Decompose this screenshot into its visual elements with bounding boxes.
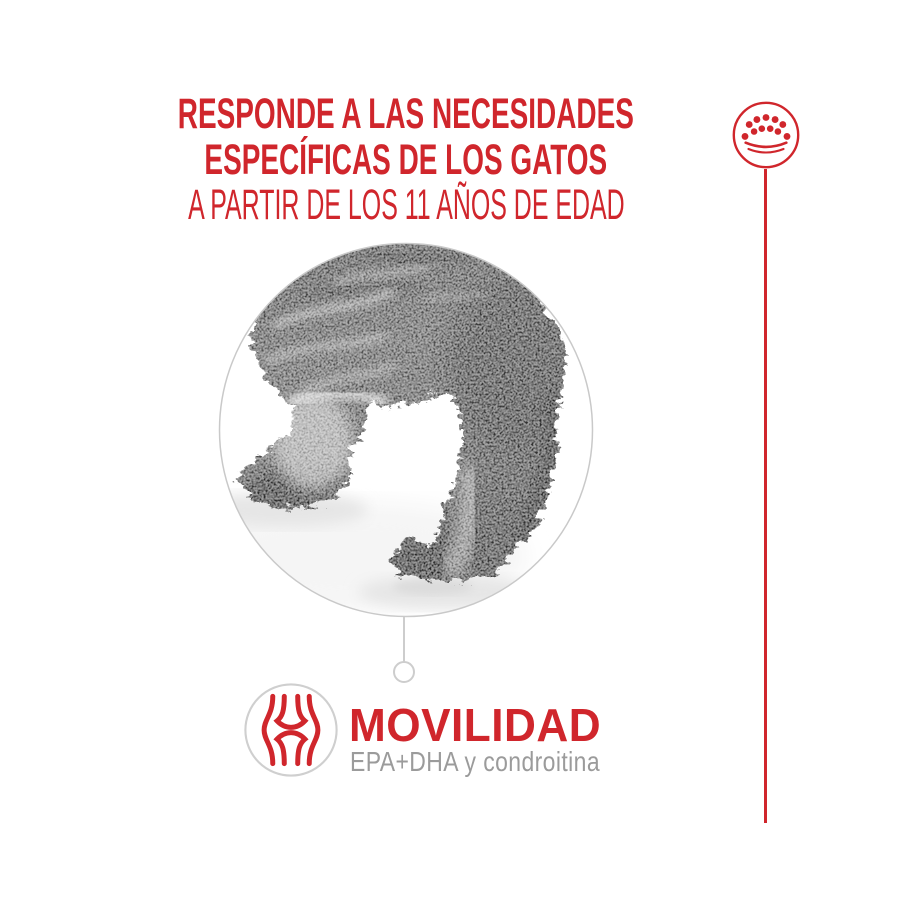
connector-pin [394, 617, 414, 682]
headline-line-2: ESPECÍFICAS DE LOS GATOS [204, 135, 608, 184]
headline [6, 92, 806, 229]
royal-canin-crown-icon [731, 100, 801, 170]
joint-icon [243, 682, 339, 778]
benefit-subtitle: EPA+DHA y condroitina [350, 746, 601, 777]
headline-line-1: RESPONDE A LAS NECESIDADES [177, 90, 635, 138]
vertical-red-rule [764, 169, 767, 823]
benefit-title: MOVILIDAD [349, 699, 602, 751]
headline-line-3: A PARTIR DE LOS 11 AÑOS DE EDAD [187, 181, 625, 229]
cat-hind-legs-photo [218, 242, 594, 686]
